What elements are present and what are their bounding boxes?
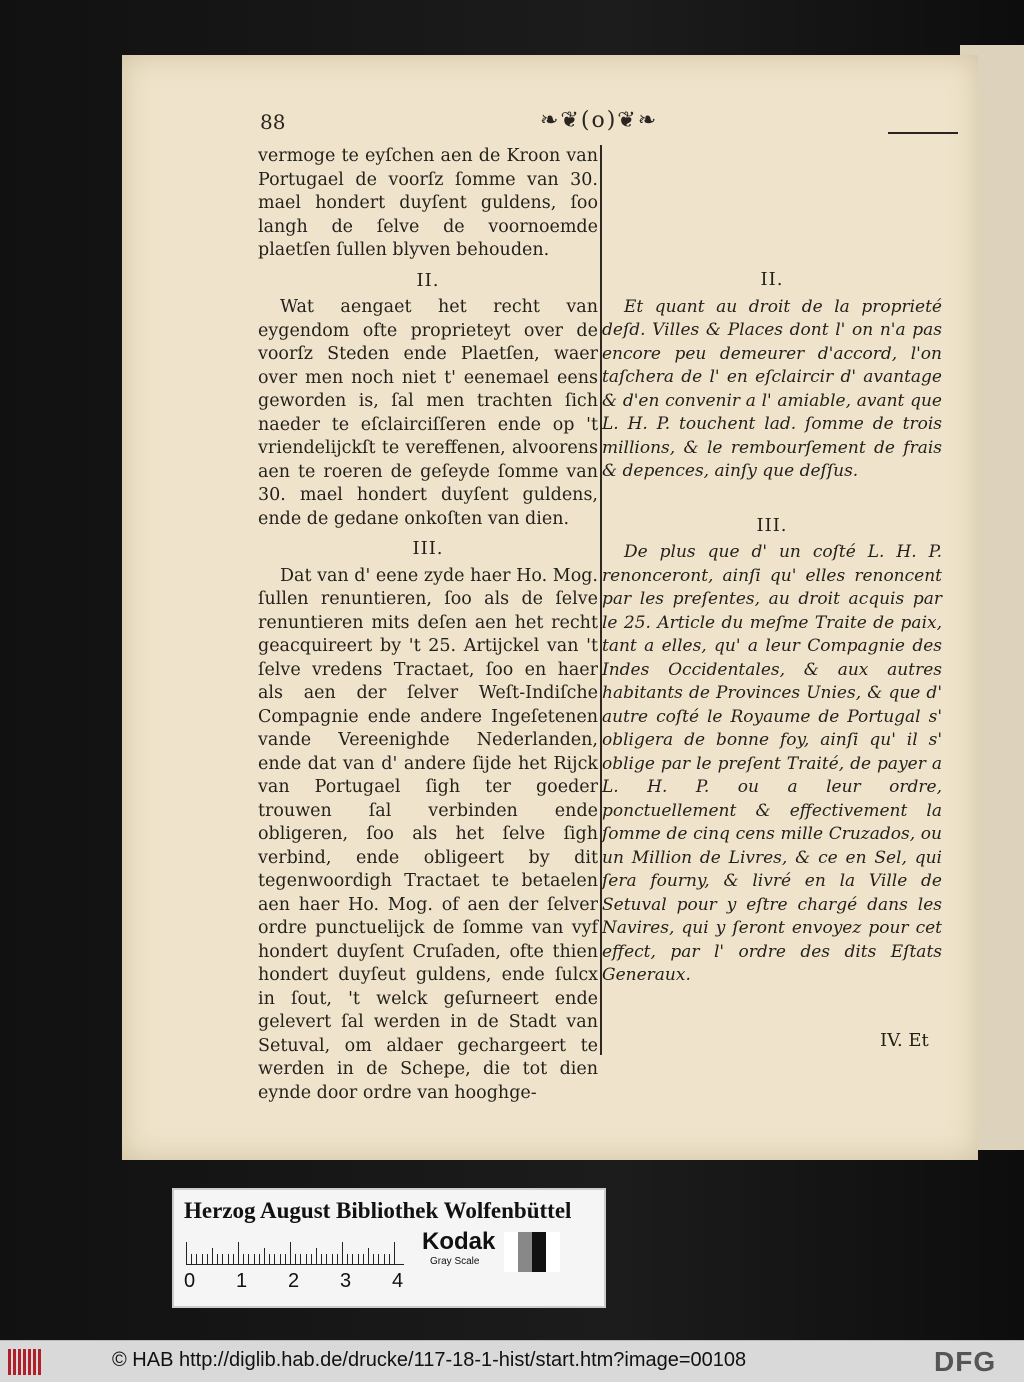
- section-paragraph: Dat van d' eene zyde haer Ho. Mog. ſullen renuntieren, ſoo als de ſelve renuntieren mits deſen aen het recht geacquireert by 't 25. Artijckel van 't ſelve vredens Tractaet, ſoo en haer als aen der ſelver Weſt-Indiſche Compagnie ende andere Ingeſetenen vande Vereenighde Nederlanden, ende dat van d' andere ſijde het Rijck van Portugael ſigh ter goeder trouwen ſal verbinden ende obligeren, ſoo als het ſelve ſigh verbind, ende obligeert by dit tegenwoordigh Tractaet te betaelen aen haer Ho. Mog. of aen der ſelver ordre punctuelijck de ſomme van vyf hondert duyſent Cruſaden, ofte thien hondert duyſeut guldens, ende ſulcx in ſout, 't welck geſurneert ende gelevert ſal werden in de Stadt van Setuval, om aldaer gechargeert te werden in de Schepe, die tot dien eynde door ordre van hooghge-: [258, 565, 598, 1103]
- ruler-tick: [243, 1254, 244, 1264]
- ruler-tick: [332, 1254, 333, 1264]
- ruler-tick: [352, 1254, 353, 1264]
- ruler-tick: [196, 1254, 197, 1264]
- ruler-tick: [233, 1254, 234, 1264]
- ruler-tick: [306, 1254, 307, 1264]
- scale-ruler: [186, 1238, 404, 1265]
- ruler-tick: [191, 1254, 192, 1264]
- section-heading: III.: [412, 538, 444, 559]
- ruler-tick: [295, 1254, 296, 1264]
- header-ornament: ❧❦(o)❦❧: [540, 108, 659, 133]
- footer-bar: [0, 1340, 1024, 1382]
- ruler-tick: [238, 1242, 239, 1264]
- ruler-tick: [373, 1254, 374, 1264]
- ruler-tick: [269, 1254, 270, 1264]
- ruler-tick: [394, 1242, 395, 1264]
- dutch-column: [258, 145, 598, 1105]
- ruler-tick: [311, 1254, 312, 1264]
- ruler-tick: [280, 1254, 281, 1264]
- ruler-tick: [274, 1254, 275, 1264]
- section-paragraph: Wat aengaet het recht van eygendom ofte proprieteyt over de voorſz Steden ende Plaetſen, waer over men noch niet t' eenemael eens geworden is, ſal men trachten ſich naeder te eſclairciſſeren ende op 't vriendelijckſt te vereffenen, alvoorens aen te roeren de geſeyde ſomme van 30. mael hondert duyſent guldens, ende de gedane onkoſten van dien.: [258, 297, 598, 529]
- french-column: [602, 262, 942, 988]
- ruler-tick: [259, 1254, 260, 1264]
- ruler-tick: [389, 1254, 390, 1264]
- ruler-label: 0: [184, 1270, 196, 1292]
- ruler-tick: [321, 1254, 322, 1264]
- copyright-link[interactable]: © HAB http://diglib.hab.de/drucke/117-18-1-hist/start.htm?image=00108: [112, 1349, 747, 1371]
- section-heading: II.: [760, 269, 784, 290]
- ruler-tick: [300, 1254, 301, 1264]
- page-header: [260, 110, 950, 140]
- section-heading: II.: [416, 269, 440, 291]
- ruler-tick: [326, 1254, 327, 1264]
- catchword: IV. Et: [880, 1030, 929, 1051]
- ruler-tick: [212, 1248, 213, 1264]
- ruler-tick: [228, 1254, 229, 1264]
- ruler-tick: [285, 1254, 286, 1264]
- ruler-tick: [342, 1242, 343, 1264]
- ruler-tick: [264, 1248, 265, 1264]
- library-name: Herzog August Bibliothek Wolfenbüttel: [184, 1198, 572, 1223]
- ruler-tick: [316, 1248, 317, 1264]
- kodak-logo: Kodak: [422, 1228, 496, 1255]
- dfg-logo: DFG: [934, 1346, 997, 1377]
- ruler-tick: [358, 1254, 359, 1264]
- gray-scale-label: Gray Scale: [430, 1256, 480, 1267]
- ruler-label: 2: [288, 1270, 300, 1292]
- ruler-label: 1: [236, 1270, 248, 1292]
- ruler-tick: [378, 1254, 379, 1264]
- ruler-tick: [207, 1254, 208, 1264]
- ruler-tick: [290, 1242, 291, 1264]
- ruler-tick: [186, 1242, 187, 1264]
- continuation-paragraph: vermoge te eyſchen aen de Kroon van Portugael de voorſz ſomme van 30. mael hondert duyſent guldens, ſoo langh de ſelve de voornoemde plaetſen ſullen blyven behouden.: [258, 146, 598, 260]
- hab-logo-icon: [8, 1349, 44, 1375]
- ruler-tick: [222, 1254, 223, 1264]
- color-chart-card: [172, 1188, 606, 1308]
- ruler-tick: [337, 1254, 338, 1264]
- page-number: 88: [260, 110, 286, 134]
- ruler-label: 3: [340, 1270, 352, 1292]
- ruler-tick: [384, 1254, 385, 1264]
- ruler-tick: [363, 1254, 364, 1264]
- ruler-tick: [254, 1254, 255, 1264]
- ruler-tick: [202, 1254, 203, 1264]
- gray-scale-swatch: [504, 1232, 560, 1272]
- section-heading: III.: [756, 514, 788, 536]
- section-paragraph: De plus que d' un coſté L. H. P. renonceront, ainſi qu' elles renoncent par les preſentes, au droit acquis par le 25. Article du meſme Traite de paix, tant a elles, qu' a leur Compagnie des Indes Occidentales, & aux autres habitants de Provinces Unies, & que d' autre coſté le Royaume de Portugal s' obligera de bonne foy, ainſi qu' il s' oblige par le preſent Traité, de payer a L. H. P. ou a leur ordre, ponctuellement & effectivement la ſomme de cinq cens mille Cruzados, ou un Million de Livres, & ce en Sel, qui ſera fourny, & livré en la Ville de Setuval pour y eſtre chargé dans les Navires, qui y ſeront envoyez pour cet effect, par l' ordre des dits Eſtats Generaux.: [602, 542, 942, 985]
- ruler-tick: [248, 1254, 249, 1264]
- ruler-tick: [217, 1254, 218, 1264]
- ruler-tick: [347, 1254, 348, 1264]
- header-rule: [888, 132, 958, 134]
- ruler-label: 4: [392, 1270, 404, 1292]
- ruler-tick: [368, 1248, 369, 1264]
- section-paragraph: Et quant au droit de la proprieté deſd. Villes & Places dont l' on n'a pas encore peu demeurer d'accord, l'on taſchera de l' en eſclaircir d' avantage & d'en convenir a l' amiable, avant que L. H. P. touchent lad. ſomme de trois millions, & le rembourſement de frais & depences, ainſy que deſſus.: [602, 296, 942, 481]
